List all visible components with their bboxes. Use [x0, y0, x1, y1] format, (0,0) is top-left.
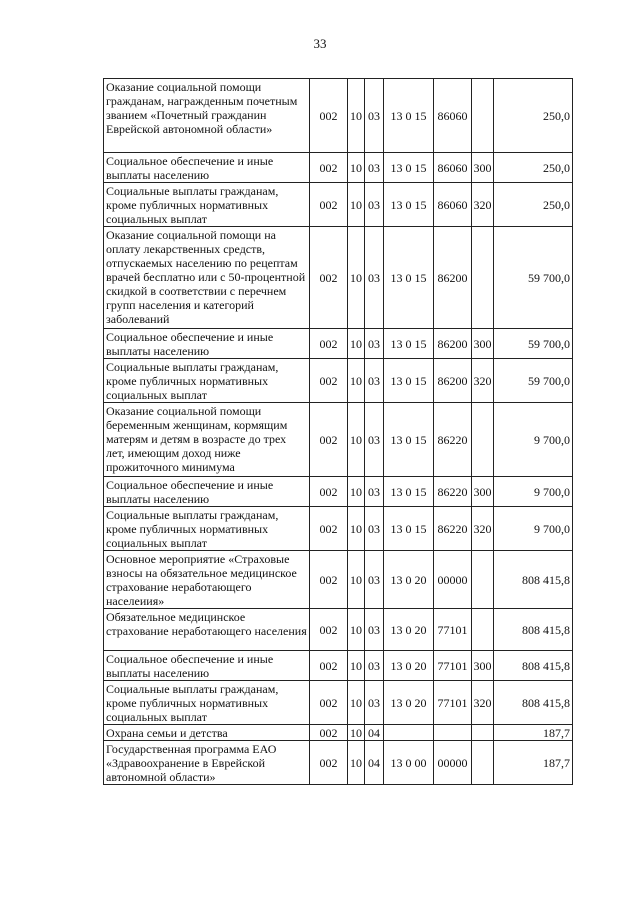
direction-code-cell: 86060	[434, 79, 472, 153]
ministry-code-cell: 002	[310, 507, 348, 551]
section-code-cell: 10	[348, 477, 365, 507]
ministry-code-cell: 002	[310, 609, 348, 651]
program-code-cell	[384, 725, 434, 741]
section-code-cell: 10	[348, 725, 365, 741]
program-code-cell: 13 0 15	[384, 183, 434, 227]
expense-type-cell	[472, 79, 494, 153]
amount-cell: 187,7	[494, 725, 573, 741]
expense-type-cell: 320	[472, 681, 494, 725]
ministry-code-cell: 002	[310, 681, 348, 725]
subsection-code-cell: 03	[365, 477, 384, 507]
direction-code-cell: 77101	[434, 681, 472, 725]
direction-code-cell: 86220	[434, 507, 472, 551]
expense-type-cell	[472, 551, 494, 609]
row-name-cell: Социальное обеспечение и иные выплаты населению	[104, 477, 310, 507]
amount-cell: 59 700,0	[494, 329, 573, 359]
direction-code-cell	[434, 725, 472, 741]
expense-type-cell: 300	[472, 329, 494, 359]
section-code-cell: 10	[348, 681, 365, 725]
ministry-code-cell: 002	[310, 359, 348, 403]
table-row	[104, 329, 573, 359]
amount-cell: 9 700,0	[494, 403, 573, 477]
page-number: 33	[313, 36, 327, 51]
row-name-cell: Основное мероприятие «Страховые взносы на обязательное медицинское страхование неработающего населеиия»	[104, 551, 310, 609]
amount-cell: 9 700,0	[494, 477, 573, 507]
section-code-cell: 10	[348, 651, 365, 681]
section-code-cell: 10	[348, 403, 365, 477]
subsection-code-cell: 03	[365, 153, 384, 183]
section-code-cell: 10	[348, 507, 365, 551]
subsection-code-cell: 04	[365, 741, 384, 785]
subsection-code-cell: 03	[365, 681, 384, 725]
table-row	[104, 153, 573, 183]
program-code-cell: 13 0 20	[384, 609, 434, 651]
ministry-code-cell: 002	[310, 477, 348, 507]
row-name-cell: Оказание социальной помощи беременным женщинам, кормящим матерям и детям в возрасте до трех лет, имеющим доход ниже прожиточного минимума	[104, 403, 310, 477]
row-name-cell: Социальные выплаты гражданам, кроме публичных нормативных социальных выплат	[104, 183, 310, 227]
amount-cell: 59 700,0	[494, 359, 573, 403]
amount-cell: 59 700,0	[494, 227, 573, 329]
direction-code-cell: 00000	[434, 741, 472, 785]
section-code-cell: 10	[348, 153, 365, 183]
program-code-cell: 13 0 15	[384, 227, 434, 329]
direction-code-cell: 86060	[434, 183, 472, 227]
subsection-code-cell: 03	[365, 551, 384, 609]
ministry-code-cell: 002	[310, 551, 348, 609]
expense-type-cell: 320	[472, 183, 494, 227]
program-code-cell: 13 0 15	[384, 477, 434, 507]
table-row	[104, 725, 573, 741]
expense-type-cell: 300	[472, 651, 494, 681]
amount-cell: 9 700,0	[494, 507, 573, 551]
amount-cell: 187,7	[494, 741, 573, 785]
direction-code-cell: 77101	[434, 609, 472, 651]
table-row	[104, 403, 573, 477]
expense-type-cell: 300	[472, 153, 494, 183]
program-code-cell: 13 0 20	[384, 551, 434, 609]
subsection-code-cell: 03	[365, 403, 384, 477]
program-code-cell: 13 0 00	[384, 741, 434, 785]
subsection-code-cell: 03	[365, 651, 384, 681]
section-code-cell: 10	[348, 329, 365, 359]
amount-cell: 808 415,8	[494, 609, 573, 651]
subsection-code-cell: 03	[365, 79, 384, 153]
direction-code-cell: 86200	[434, 227, 472, 329]
ministry-code-cell: 002	[310, 725, 348, 741]
amount-cell: 808 415,8	[494, 681, 573, 725]
direction-code-cell: 77101	[434, 651, 472, 681]
subsection-code-cell: 04	[365, 725, 384, 741]
section-code-cell: 10	[348, 183, 365, 227]
table-row	[104, 79, 573, 153]
expense-type-cell: 320	[472, 507, 494, 551]
amount-cell: 808 415,8	[494, 651, 573, 681]
table-row	[104, 359, 573, 403]
direction-code-cell: 00000	[434, 551, 472, 609]
table-row	[104, 741, 573, 785]
table-row	[104, 183, 573, 227]
table-row	[104, 551, 573, 609]
direction-code-cell: 86200	[434, 329, 472, 359]
row-name-cell: Социальные выплаты гражданам, кроме публичных нормативных социальных выплат	[104, 507, 310, 551]
subsection-code-cell: 03	[365, 329, 384, 359]
row-name-cell: Оказание социальной помощи на оплату лекарственных средств, отпускаемых населению по рецептам врачей бесплатно или с 50-процентной скидкой в соответствии с перечнем групп населения и категорий заболеваний	[104, 227, 310, 329]
row-name-cell: Обязательное медицинское страхование неработающего населения	[104, 609, 310, 651]
program-code-cell: 13 0 20	[384, 651, 434, 681]
row-name-cell: Социальные выплаты гражданам, кроме публичных нормативных социальных выплат	[104, 359, 310, 403]
program-code-cell: 13 0 15	[384, 507, 434, 551]
program-code-cell: 13 0 15	[384, 79, 434, 153]
expense-type-cell	[472, 403, 494, 477]
program-code-cell: 13 0 15	[384, 403, 434, 477]
ministry-code-cell: 002	[310, 403, 348, 477]
program-code-cell: 13 0 15	[384, 153, 434, 183]
ministry-code-cell: 002	[310, 329, 348, 359]
subsection-code-cell: 03	[365, 227, 384, 329]
subsection-code-cell: 03	[365, 507, 384, 551]
ministry-code-cell: 002	[310, 79, 348, 153]
row-name-cell: Охрана семьи и детства	[104, 725, 310, 741]
budget-table-body	[104, 79, 573, 785]
row-name-cell: Государственная программа ЕАО «Здравоохранение в Еврейской автономной области»	[104, 741, 310, 785]
section-code-cell: 10	[348, 79, 365, 153]
table-row	[104, 609, 573, 651]
direction-code-cell: 86060	[434, 153, 472, 183]
table-row	[104, 651, 573, 681]
section-code-cell: 10	[348, 227, 365, 329]
subsection-code-cell: 03	[365, 359, 384, 403]
section-code-cell: 10	[348, 359, 365, 403]
table-row	[104, 227, 573, 329]
subsection-code-cell: 03	[365, 183, 384, 227]
subsection-code-cell: 03	[365, 609, 384, 651]
expense-type-cell	[472, 725, 494, 741]
row-name-cell: Социальные выплаты гражданам, кроме публичных нормативных социальных выплат	[104, 681, 310, 725]
row-name-cell: Социальное обеспечение и иные выплаты населению	[104, 153, 310, 183]
section-code-cell: 10	[348, 741, 365, 785]
program-code-cell: 13 0 15	[384, 329, 434, 359]
row-name-cell: Оказание социальной помощи гражданам, награжденным почетным званием «Почетный гражданин Еврейской автономной области»	[104, 79, 310, 153]
program-code-cell: 13 0 20	[384, 681, 434, 725]
row-name-cell: Социальное обеспечение и иные выплаты населению	[104, 329, 310, 359]
section-code-cell: 10	[348, 609, 365, 651]
table-row	[104, 681, 573, 725]
table-row	[104, 507, 573, 551]
direction-code-cell: 86200	[434, 359, 472, 403]
direction-code-cell: 86220	[434, 403, 472, 477]
ministry-code-cell: 002	[310, 651, 348, 681]
expense-type-cell: 300	[472, 477, 494, 507]
table-row	[104, 477, 573, 507]
ministry-code-cell: 002	[310, 227, 348, 329]
ministry-code-cell: 002	[310, 183, 348, 227]
amount-cell: 250,0	[494, 153, 573, 183]
amount-cell: 250,0	[494, 183, 573, 227]
expense-type-cell	[472, 609, 494, 651]
expense-type-cell	[472, 227, 494, 329]
section-code-cell: 10	[348, 551, 365, 609]
expense-type-cell	[472, 741, 494, 785]
budget-table	[103, 78, 573, 785]
program-code-cell: 13 0 15	[384, 359, 434, 403]
amount-cell: 808 415,8	[494, 551, 573, 609]
expense-type-cell: 320	[472, 359, 494, 403]
ministry-code-cell: 002	[310, 153, 348, 183]
amount-cell: 250,0	[494, 79, 573, 153]
ministry-code-cell: 002	[310, 741, 348, 785]
direction-code-cell: 86220	[434, 477, 472, 507]
row-name-cell: Социальное обеспечение и иные выплаты населению	[104, 651, 310, 681]
